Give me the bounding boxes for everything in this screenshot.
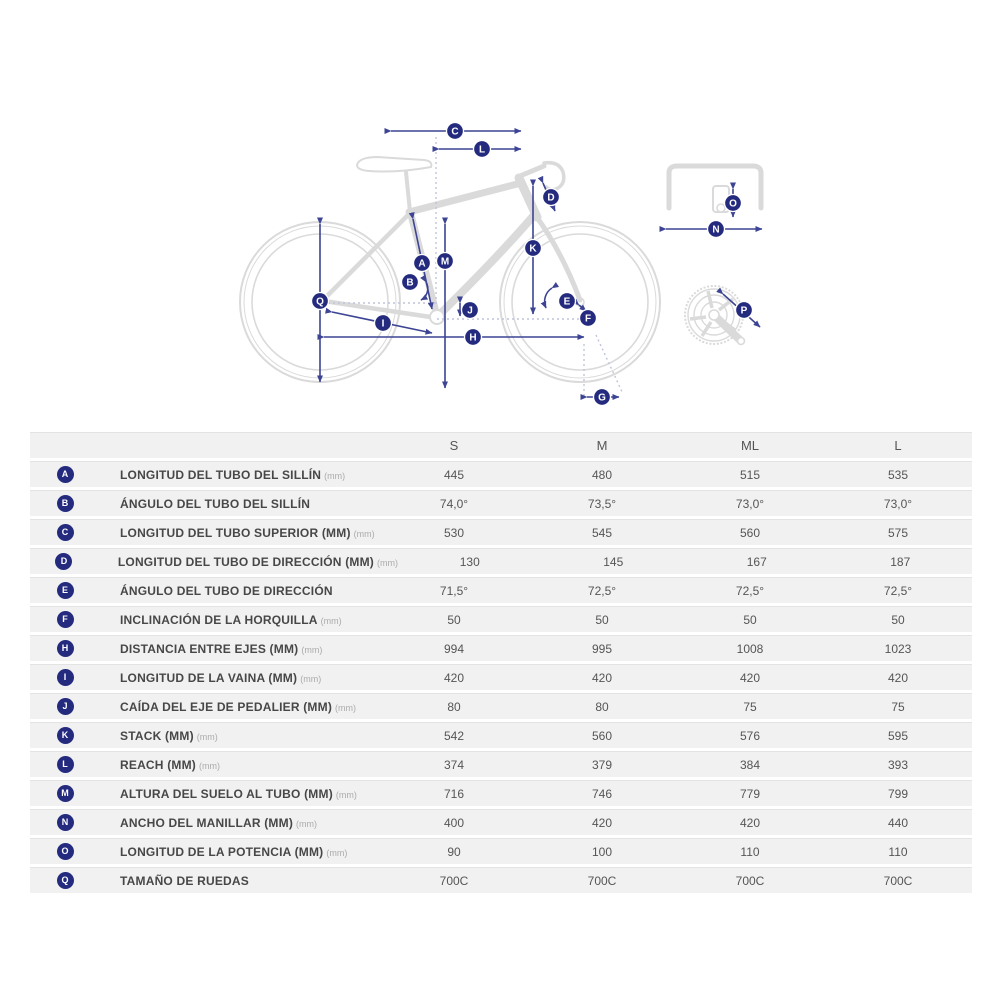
row-value: 379	[591, 757, 613, 772]
row-value: 72,5°	[735, 583, 765, 598]
row-value: 1008	[736, 641, 764, 656]
row-letter-cell	[30, 553, 98, 570]
diagram-marker-q	[312, 293, 329, 310]
row-letter-cell	[30, 466, 100, 483]
row-value: 420	[591, 670, 613, 685]
row-unit: (mm)	[335, 789, 357, 800]
svg-text:F: F	[584, 313, 592, 325]
column-header-s: S	[449, 438, 459, 453]
row-label: LONGITUD DEL TUBO DE DIRECCIÓN (MM)	[117, 554, 374, 569]
table-row	[30, 664, 972, 690]
table-row	[30, 490, 972, 516]
row-value: 480	[591, 467, 613, 482]
diagram-marker-e	[559, 293, 576, 310]
row-letter-badge: M	[57, 785, 74, 802]
row-value: 71,5°	[439, 583, 469, 598]
row-label: LONGITUD DE LA VAINA (MM)	[120, 670, 298, 685]
diagram-marker-g	[594, 389, 611, 406]
svg-text:J: J	[467, 305, 473, 317]
row-value: 700C	[883, 873, 913, 888]
row-value: 716	[443, 786, 465, 801]
row-unit: (mm)	[320, 615, 342, 626]
diagram-marker-c	[447, 123, 464, 140]
row-value: 535	[887, 467, 909, 482]
table-row	[30, 838, 972, 864]
row-label-cell	[100, 466, 380, 484]
svg-text:D: D	[547, 192, 555, 204]
column-header-m: M	[596, 438, 608, 453]
svg-text:G: G	[598, 392, 606, 404]
row-value: 100	[591, 844, 613, 859]
row-value: 374	[443, 757, 465, 772]
row-unit: (mm)	[324, 470, 346, 481]
svg-text:P: P	[740, 305, 748, 317]
row-letter-cell	[30, 872, 100, 889]
row-letter-cell	[30, 495, 100, 512]
row-value: 995	[591, 641, 613, 656]
row-value: 420	[887, 670, 909, 685]
row-value: 400	[443, 815, 465, 830]
handlebar-front-view	[669, 166, 761, 212]
diagram-marker-o	[725, 195, 742, 212]
row-value: 700C	[587, 873, 617, 888]
row-value: 445	[443, 467, 465, 482]
row-value: 80	[447, 699, 461, 714]
row-letter-cell	[30, 611, 100, 628]
row-value: 73,0°	[883, 496, 913, 511]
diagram-marker-j	[462, 302, 479, 319]
row-letter-badge: O	[57, 843, 74, 860]
row-letter-badge: J	[57, 698, 74, 715]
row-value: 575	[887, 525, 909, 540]
row-unit: (mm)	[335, 702, 357, 713]
table-row	[30, 751, 972, 777]
row-value: 130	[459, 554, 480, 569]
row-label: STACK (MM)	[120, 728, 194, 743]
row-unit: (mm)	[296, 818, 318, 829]
row-value: 72,5°	[883, 583, 913, 598]
diagram-marker-h	[465, 329, 482, 346]
row-letter-badge: F	[57, 611, 74, 628]
row-value: 420	[591, 815, 613, 830]
row-label-cell	[100, 495, 380, 513]
row-unit: (mm)	[353, 528, 375, 539]
diagram-marker-b	[402, 274, 419, 291]
row-value: 595	[887, 728, 909, 743]
row-label-cell	[100, 872, 380, 890]
row-label-cell	[100, 611, 380, 629]
row-letter-cell	[30, 785, 100, 802]
row-unit: (mm)	[301, 644, 323, 655]
table-row	[30, 780, 972, 806]
diagram-marker-i	[375, 315, 392, 332]
svg-text:H: H	[469, 332, 477, 344]
diagram-marker-f	[580, 310, 597, 327]
svg-text:N: N	[712, 224, 720, 236]
row-letter-cell	[30, 640, 100, 657]
row-letter-badge: K	[57, 727, 74, 744]
row-label: CAÍDA DEL EJE DE PEDALIER (MM)	[120, 699, 333, 714]
row-letter-badge: I	[57, 669, 74, 686]
svg-text:Q: Q	[316, 296, 324, 308]
row-label-cell	[100, 640, 380, 658]
row-value: 530	[443, 525, 465, 540]
row-label-cell	[98, 553, 398, 571]
row-unit: (mm)	[196, 731, 218, 742]
row-label-cell	[100, 524, 380, 542]
row-value: 560	[591, 728, 613, 743]
row-unit: (mm)	[326, 847, 348, 858]
svg-text:C: C	[451, 126, 459, 138]
svg-text:O: O	[729, 198, 737, 210]
row-label-cell	[100, 669, 380, 687]
diagram-marker-l	[474, 141, 491, 158]
row-letter-badge: E	[57, 582, 74, 599]
row-value: 700C	[735, 873, 765, 888]
row-label: LONGITUD DEL TUBO SUPERIOR (MM)	[120, 525, 351, 540]
svg-text:I: I	[381, 318, 385, 330]
row-label: DISTANCIA ENTRE EJES (MM)	[120, 641, 299, 656]
row-label: ÁNGULO DEL TUBO DE DIRECCIÓN	[120, 583, 333, 598]
row-letter-cell	[30, 843, 100, 860]
table-row	[30, 809, 972, 835]
row-label: ANCHO DEL MANILLAR (MM)	[120, 815, 294, 830]
row-label: TAMAÑO DE RUEDAS	[120, 873, 249, 888]
row-label: LONGITUD DE LA POTENCIA (MM)	[120, 844, 324, 859]
saddle	[357, 157, 431, 172]
row-label-cell	[100, 756, 380, 774]
row-value: 545	[591, 525, 613, 540]
row-value: 110	[888, 844, 908, 859]
bike-geometry-diagram	[230, 95, 790, 425]
row-letter-badge: C	[57, 524, 74, 541]
row-value: 420	[443, 670, 465, 685]
row-value: 779	[739, 786, 761, 801]
row-label: REACH (MM)	[120, 757, 196, 772]
svg-text:B: B	[406, 277, 414, 289]
row-value: 50	[447, 612, 461, 627]
diagram-marker-m	[437, 253, 454, 270]
row-label-cell	[100, 698, 380, 716]
row-letter-cell	[30, 698, 100, 715]
row-value: 50	[891, 612, 905, 627]
row-value: 746	[591, 786, 613, 801]
row-label: ÁNGULO DEL TUBO DEL SILLÍN	[120, 496, 311, 511]
row-value: 75	[891, 699, 905, 714]
row-letter-cell	[30, 524, 100, 541]
row-value: 50	[595, 612, 609, 627]
bike-outline	[240, 157, 660, 382]
row-value: 576	[739, 728, 761, 743]
row-value: 393	[887, 757, 909, 772]
geometry-table	[30, 432, 972, 893]
row-unit: (mm)	[199, 760, 220, 771]
table-row	[30, 519, 972, 545]
row-value: 167	[746, 554, 767, 569]
diagram-marker-k	[525, 240, 542, 257]
row-value: 1023	[884, 641, 912, 656]
row-letter-badge: N	[57, 814, 74, 831]
row-value: 50	[743, 612, 757, 627]
row-value: 420	[739, 815, 761, 830]
svg-text:M: M	[440, 256, 450, 268]
row-letter-badge: B	[57, 495, 74, 512]
column-header-ml: ML	[740, 438, 760, 453]
construction-lines	[328, 137, 623, 398]
table-row	[30, 461, 972, 487]
table-row	[30, 693, 972, 719]
row-letter-badge: H	[57, 640, 74, 657]
row-value: 515	[739, 467, 761, 482]
row-value: 994	[443, 641, 465, 656]
row-letter-badge: D	[55, 553, 72, 570]
row-label-cell	[100, 814, 380, 832]
row-label-cell	[100, 843, 380, 861]
diagram-marker-a	[414, 255, 431, 272]
table-row	[30, 577, 972, 603]
row-value: 145	[603, 554, 624, 569]
table-body	[30, 461, 972, 893]
row-label-cell	[100, 727, 380, 745]
row-value: 75	[743, 699, 757, 714]
row-value: 72,5°	[587, 583, 617, 598]
row-label-cell	[100, 785, 380, 803]
row-value: 73,5°	[587, 496, 617, 511]
row-letter-badge: A	[57, 466, 74, 483]
diagram-marker-d	[543, 189, 560, 206]
table-row	[30, 635, 972, 661]
svg-text:A: A	[418, 258, 426, 270]
row-value: 90	[447, 844, 461, 859]
row-label: ALTURA DEL SUELO AL TUBO (MM)	[120, 786, 333, 801]
row-letter-cell	[30, 582, 100, 599]
row-value: 74,0°	[439, 496, 469, 511]
row-letter-badge: Q	[57, 872, 74, 889]
diagram-marker-n	[708, 221, 725, 238]
row-value: 73,0°	[735, 496, 765, 511]
row-value: 542	[443, 728, 465, 743]
row-value: 440	[887, 815, 909, 830]
row-value: 110	[740, 844, 760, 859]
row-letter-cell	[30, 669, 100, 686]
row-letter-cell	[30, 727, 100, 744]
column-header-l: L	[894, 438, 902, 453]
row-value: 80	[595, 699, 609, 714]
row-letter-badge: L	[57, 756, 74, 773]
diagram-marker-p	[736, 302, 753, 319]
svg-text:L: L	[478, 144, 486, 156]
row-letter-cell	[30, 814, 100, 831]
row-label: INCLINACIÓN DE LA HORQUILLA	[120, 612, 318, 627]
row-unit: (mm)	[300, 673, 322, 684]
row-value: 187	[890, 554, 911, 569]
svg-text:E: E	[563, 296, 571, 308]
crankset	[685, 286, 745, 345]
table-header-row	[30, 432, 972, 458]
row-value: 420	[739, 670, 761, 685]
row-letter-cell	[30, 756, 100, 773]
table-row	[30, 722, 972, 748]
table-row	[30, 548, 972, 574]
table-row	[30, 867, 972, 893]
row-label-cell	[100, 582, 380, 600]
row-value: 700C	[439, 873, 469, 888]
row-value: 560	[739, 525, 761, 540]
row-value: 799	[887, 786, 909, 801]
row-unit: (mm)	[376, 557, 398, 568]
row-value: 384	[739, 757, 761, 772]
svg-text:K: K	[529, 243, 537, 255]
table-row	[30, 606, 972, 632]
row-label: LONGITUD DEL TUBO DEL SILLÍN	[120, 467, 322, 482]
